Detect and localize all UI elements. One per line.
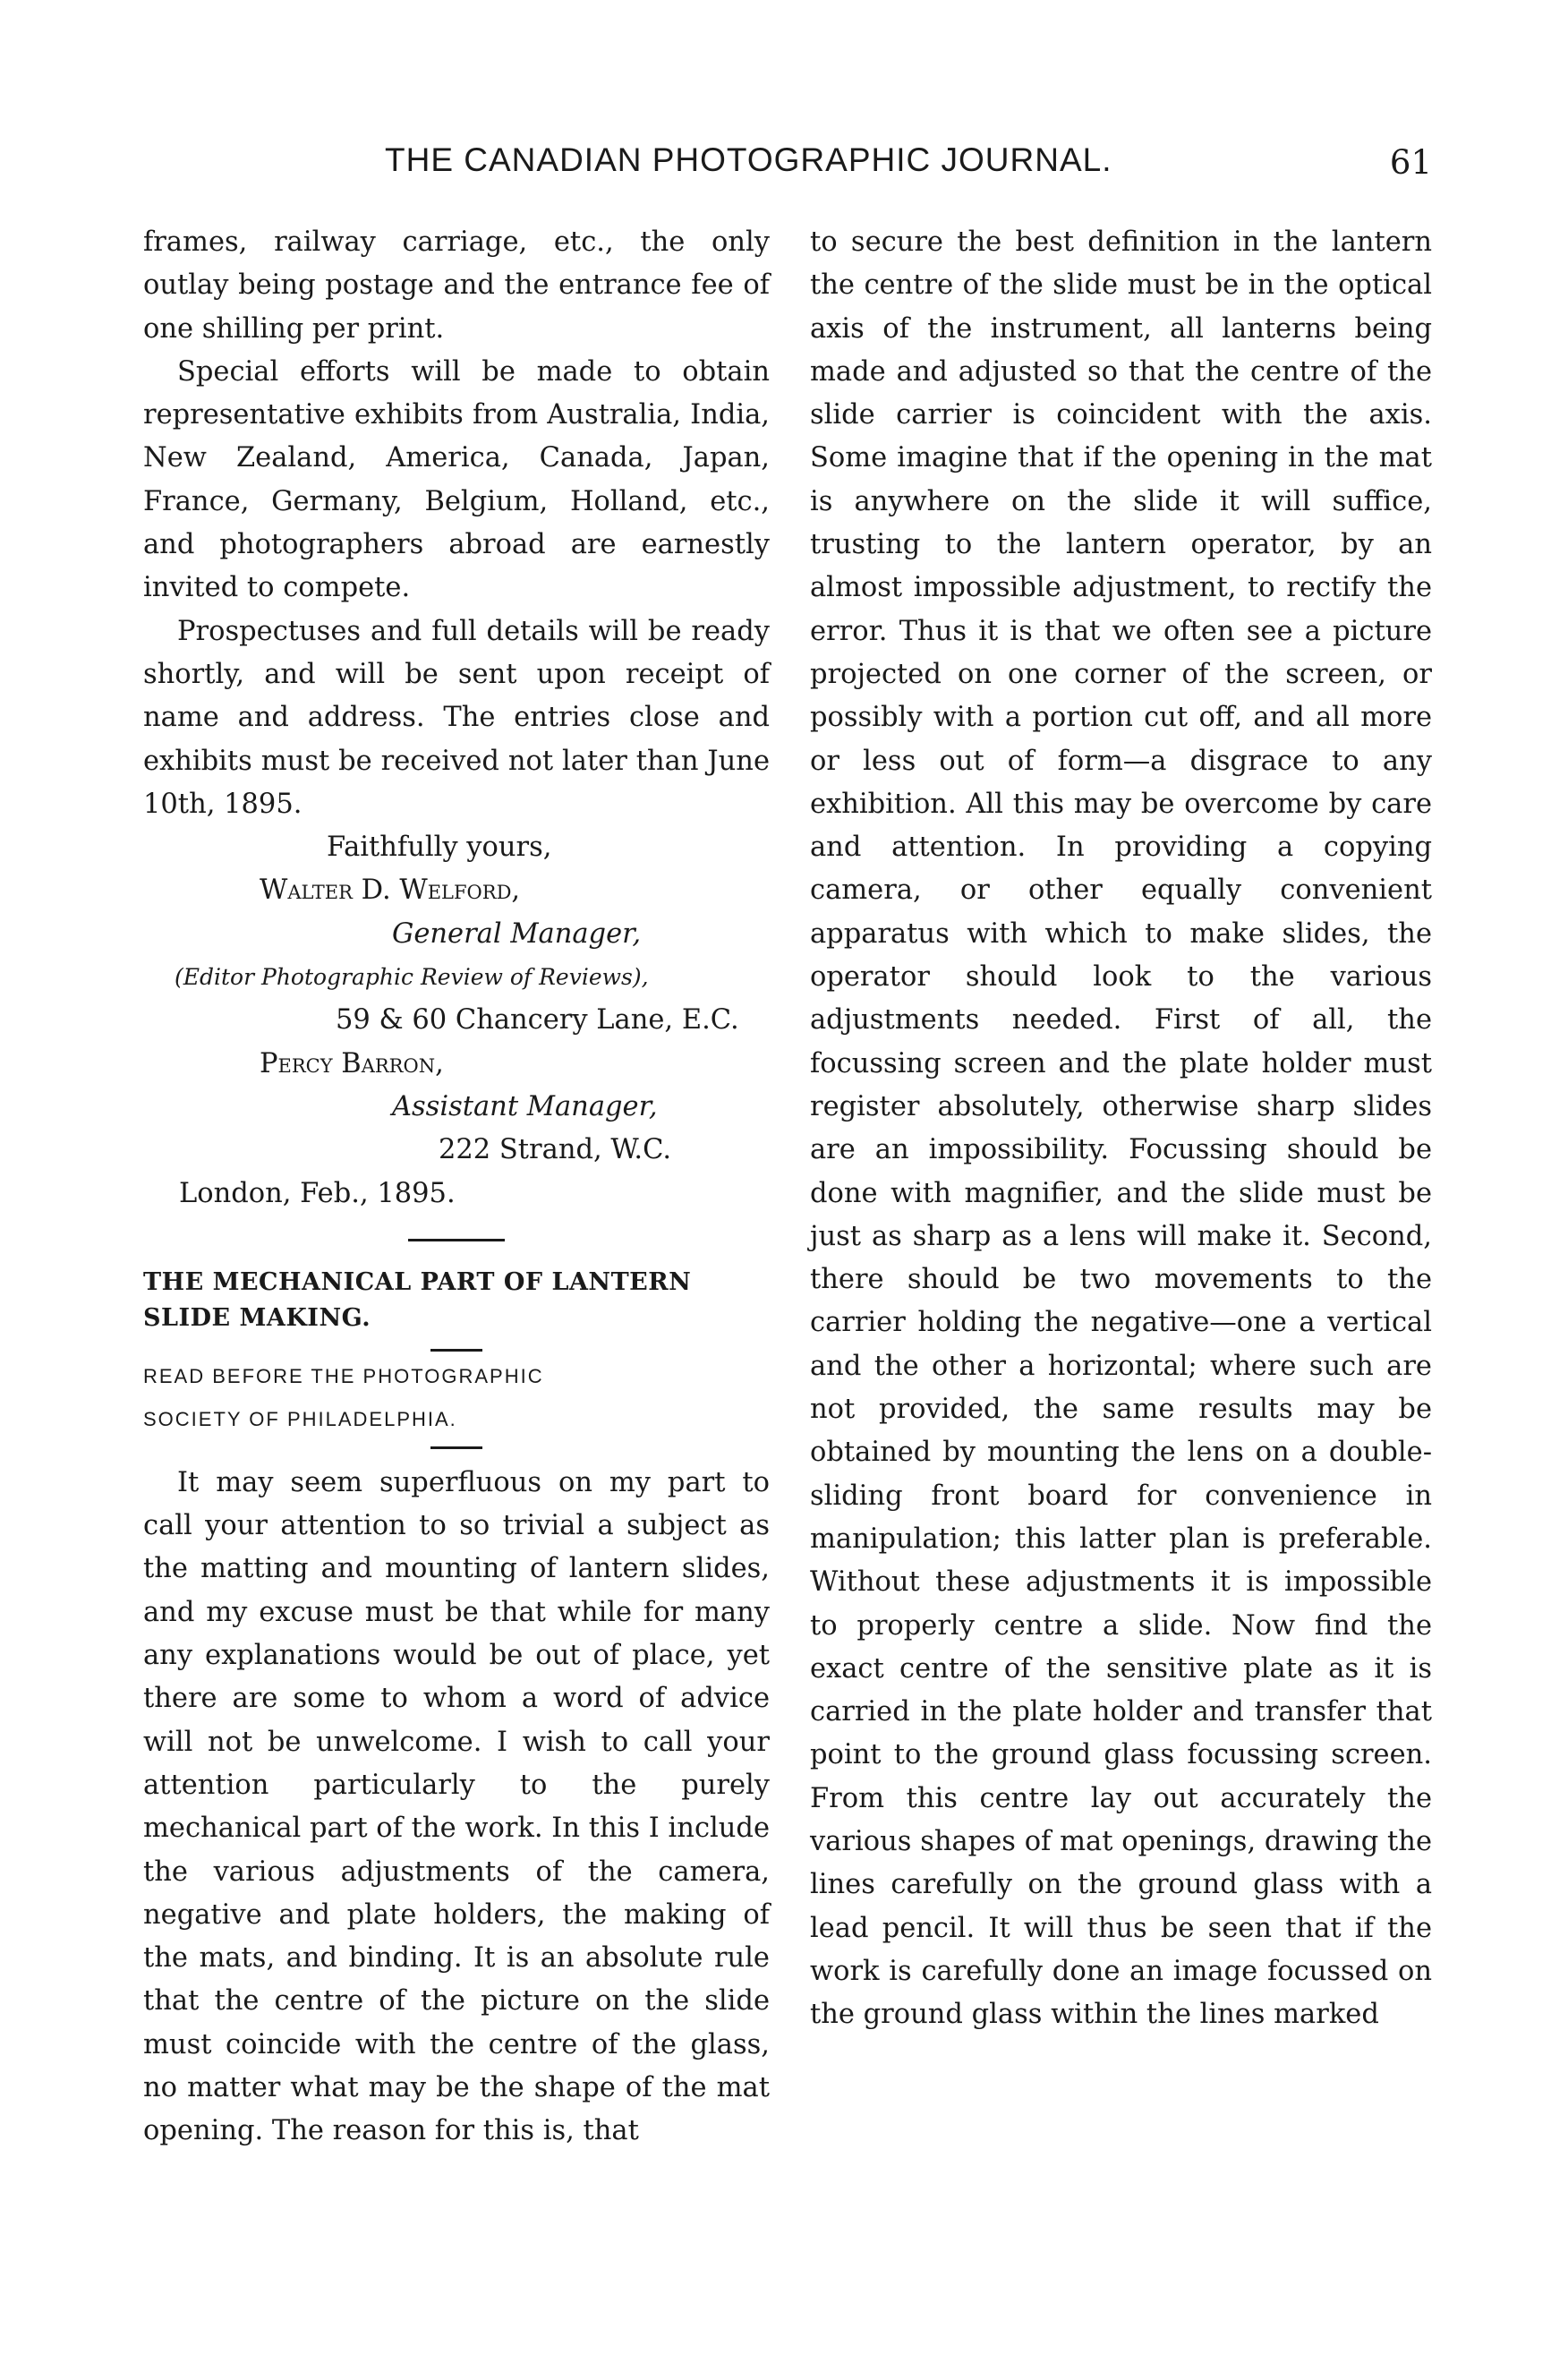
read-before-line2: SOCIETY OF PHILADELPHIA. — [143, 1407, 457, 1430]
right-column — [810, 221, 1432, 2036]
article-body-continuation: to secure the best definition in the lantern the centre of the slide must be in the optical axis of the instrument, all lanterns being made and adjusted so that the centre of the slide carrier is coincident with the axis. Some imagine that if the opening in the mat is anywhere on the slide it will suffice, trusting to the lantern operator, by an almost impossible adjustment, to rectify the error. Thus it is that we often see a picture projected on one corner of the screen, or possibly with a portion cut off, and all more or less out of form—a disgrace to any exhibition. All this may be overcome by care and attention. In providing a copying camera, or other equally convenient apparatus with which to make slides, the operator should look to the various adjustments needed. First of all, the focussing screen and the plate holder must register absolutely, otherwise sharp slides are an impossibility. Focussing should be done with magnifier, and the slide must be just as sharp as a lens will make it. Second, there should be two movements to the carrier holding the negative—one a vertical and the other a horizontal; where such are not provided, the same results may be obtained by mounting the lens on a double-sliding front board for convenience in manipulation; this latter plan is preferable. Without these adjustments it is impossible to properly centre a slide. Now find the exact centre of the sensitive plate as it is carried in the plate holder and transfer that point to the ground glass focussing screen. From this centre lay out accurately the various shapes of mat openings, drawing the lines carefully on the ground glass with a lead pencil. It will thus be seen that if the work is carefully done an image focussed on the ground glass within the lines marked — [810, 226, 1432, 2031]
signature-title-assistant-manager: Assistant Manager, — [392, 1090, 658, 1122]
article-title-line1: THE MECHANICAL PART OF LANTERN — [143, 1267, 692, 1296]
signature-address-strand: 222 Strand, W.C. — [439, 1134, 672, 1166]
left-column — [143, 221, 770, 2154]
signature-title-general-manager: General Manager, — [392, 917, 642, 950]
read-before-line1: READ BEFORE THE PHOTOGRAPHIC — [143, 1364, 544, 1387]
paragraph-prospectuses: Prospectuses and full details will be ready shortly, and will be sent upon receipt of name and address. The entries close and exhibits must be received not later than June 10th, 1895. — [143, 615, 770, 820]
signature-salutation: Faithfully yours, — [327, 832, 552, 864]
paragraph-continuation: frames, railway carriage, etc., the only outlay being postage and the entrance fee of one shilling per print. — [143, 226, 770, 345]
signature-block — [143, 826, 770, 1216]
running-head — [143, 141, 1432, 195]
signature-name-barron: Percy Barron, — [260, 1047, 444, 1079]
signature-name-welford: Walter D. Welford, — [260, 874, 521, 907]
page-number: 61 — [1389, 143, 1432, 182]
signature-dateline: London, Feb., 1895. — [179, 1177, 456, 1209]
signature-editor-note: (Editor Photographic Review of Reviews), — [175, 964, 649, 991]
signature-address-chancery: 59 & 60 Chancery Lane, E.C. — [336, 1004, 739, 1036]
article-title-line2: SLIDE MAKING. — [143, 1303, 371, 1332]
article-body-paragraph: It may seem superfluous on my part to call your attention to so trivial a subject as the matting and mounting of lantern slides, and my excuse must be that while for many any explanations would be out of place, yet there are some to whom a word of advice will not be unwelcome. I wish to call your attention particularly to the purely mechanical part of the work. In this I include the various adjustments of the camera, negative and plate holders, the making of the mats, and binding. It is an absolute rule that the centre of the picture on the slide must coincide with the centre of the glass, no matter what may be the shape of the mat opening. The reason for this is, that — [143, 1466, 770, 2147]
paragraph-special-efforts: Special efforts will be made to obtain representative exhibits from Australia, India, New Zealand, America, Canada, Japan, France, Germany, Belgium, Holland, etc., and photographers abroad are earnestly invited to compete. — [143, 355, 770, 604]
journal-title: THE CANADIAN PHOTOGRAPHIC JOURNAL. — [385, 141, 1112, 178]
